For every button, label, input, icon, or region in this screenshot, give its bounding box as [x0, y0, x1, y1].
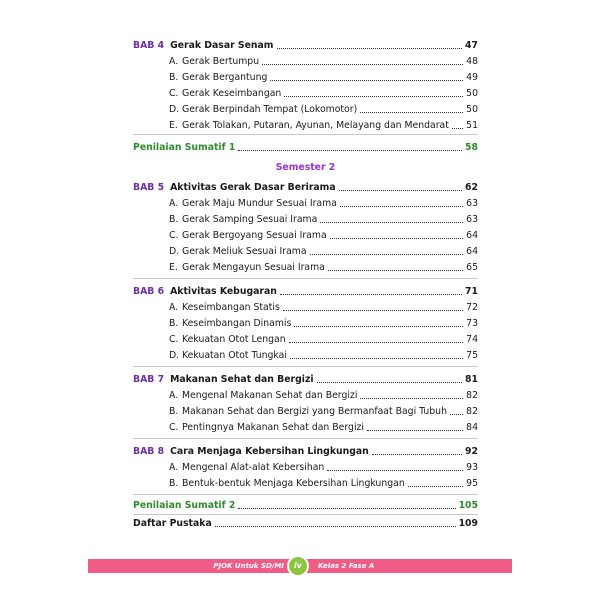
item-letter: D. [169, 350, 180, 361]
item-title: Gerak Meliuk Sesuai Irama [182, 246, 307, 257]
page-number: 73 [466, 318, 478, 329]
leader-dots [340, 206, 463, 207]
toc-item[interactable] [133, 196, 478, 210]
item-title: Keseimbangan Dinamis [182, 318, 292, 329]
page-number: 50 [466, 88, 478, 99]
page-number: 47 [465, 40, 478, 51]
item-title: Keseimbangan Statis [182, 302, 280, 313]
leader-dots [360, 112, 463, 113]
item-letter: C. [169, 334, 179, 345]
page-number: 71 [465, 286, 478, 297]
item-title: Gerak Tolakan, Putaran, Ayunan, Melayang dan Mendarat [182, 120, 449, 131]
page-number: 105 [458, 500, 478, 511]
leader-dots [277, 48, 463, 49]
toc-item[interactable] [133, 118, 478, 132]
item-letter: B. [169, 214, 179, 225]
toc-item[interactable] [133, 460, 478, 474]
item-letter: C. [169, 230, 179, 241]
toc-chapter-bab-7[interactable] [133, 372, 478, 386]
item-letter: C. [169, 422, 179, 433]
toc-item[interactable] [133, 316, 478, 330]
toc-sumatif-2[interactable] [133, 498, 478, 512]
item-title: Mengenal Makanan Sehat dan Bergizi [182, 390, 358, 401]
toc-chapter-bab-5[interactable] [133, 180, 478, 194]
chapter-title: Aktivitas Kebugaran [170, 286, 277, 297]
toc-daftar-pustaka[interactable] [133, 516, 478, 530]
toc-item[interactable] [133, 54, 478, 68]
chapter-code: BAB 8 [133, 446, 165, 457]
item-letter: E. [169, 120, 178, 131]
item-title: Gerak Berpindah Tempat (Lokomotor) [182, 104, 358, 115]
footer-class-label: Kelas 2 Fase A [318, 562, 375, 570]
toc-item[interactable] [133, 102, 478, 116]
leader-dots [262, 64, 463, 65]
chapter-code: BAB 7 [133, 374, 165, 385]
leader-dots [283, 310, 463, 311]
page-number: 48 [466, 56, 478, 67]
item-title: Gerak Mengayun Sesuai Irama [182, 262, 325, 273]
toc-sumatif-1[interactable] [133, 140, 478, 154]
item-title: Gerak Bertumpu [182, 56, 260, 67]
item-title: Makanan Sehat dan Bergizi yang Bermanfaat Bagi Tubuh [182, 406, 447, 417]
toc-item[interactable] [133, 300, 478, 314]
leader-dots [280, 294, 462, 295]
chapter-title: Makanan Sehat dan Bergizi [170, 374, 314, 385]
page-number: 93 [466, 462, 478, 473]
page-number: 63 [466, 198, 478, 209]
leader-dots [327, 470, 463, 471]
page-number: 81 [465, 374, 478, 385]
section-divider [133, 278, 478, 279]
page-number: 84 [466, 422, 478, 433]
page-number: 65 [466, 262, 478, 273]
leader-dots [452, 128, 463, 129]
chapter-code: BAB 6 [133, 286, 165, 297]
page-number: 72 [466, 302, 478, 313]
item-title: Gerak Maju Mundur Sesuai Irama [182, 198, 337, 209]
item-letter: E. [169, 262, 178, 273]
toc-chapter-bab-4[interactable] [133, 38, 478, 52]
item-title: Bentuk-bentuk Menjaga Kebersihan Lingkungan [182, 478, 405, 489]
toc-item[interactable] [133, 260, 478, 274]
item-letter: B. [169, 406, 179, 417]
toc-item[interactable] [133, 244, 478, 258]
item-letter: A. [169, 56, 179, 67]
toc-item[interactable] [133, 348, 478, 362]
page-number: 64 [466, 246, 478, 257]
item-letter: B. [169, 478, 179, 489]
item-letter: A. [169, 198, 179, 209]
item-letter: B. [169, 318, 179, 329]
footer-book-title: PJOK Untuk SD/MI [213, 562, 284, 570]
item-letter: D. [169, 104, 180, 115]
chapter-code: BAB 5 [133, 182, 165, 193]
section-divider [133, 494, 478, 495]
leader-dots [408, 486, 463, 487]
leader-dots [238, 508, 455, 509]
toc-item[interactable] [133, 388, 478, 402]
pustaka-title: Daftar Pustaka [133, 518, 212, 529]
item-title: Kekuatan Otot Lengan [182, 334, 286, 345]
chapter-title: Aktivitas Gerak Dasar Berirama [170, 182, 336, 193]
page-number: 74 [466, 334, 478, 345]
page-number: 49 [466, 72, 478, 83]
page-number: 82 [466, 406, 478, 417]
toc-item[interactable] [133, 332, 478, 346]
leader-dots [450, 414, 463, 415]
page-number: 64 [466, 230, 478, 241]
toc-item[interactable] [133, 420, 478, 434]
toc-item[interactable] [133, 404, 478, 418]
leader-dots [317, 382, 462, 383]
item-letter: C. [169, 88, 179, 99]
leader-dots [310, 254, 464, 255]
toc-chapter-bab-8[interactable] [133, 444, 478, 458]
leader-dots [238, 150, 462, 151]
page-number: 92 [465, 446, 478, 457]
toc-item[interactable] [133, 86, 478, 100]
item-title: Gerak Bergantung [182, 72, 268, 83]
page-number: 75 [466, 350, 478, 361]
item-title: Gerak Keseimbangan [182, 88, 282, 99]
item-title: Gerak Samping Sesuai Irama [182, 214, 318, 225]
leader-dots [330, 238, 463, 239]
toc-item[interactable] [133, 70, 478, 84]
leader-dots [215, 526, 456, 527]
item-letter: A. [169, 390, 179, 401]
toc-item[interactable] [133, 228, 478, 242]
leader-dots [289, 342, 464, 343]
page-number: 63 [466, 214, 478, 225]
item-title: Pentingnya Makanan Sehat dan Bergizi [182, 422, 364, 433]
leader-dots [328, 270, 463, 271]
section-divider [133, 438, 478, 439]
section-divider [133, 514, 478, 515]
item-letter: B. [169, 72, 179, 83]
page-number-badge: iv [287, 555, 309, 577]
leader-dots [284, 96, 463, 97]
leader-dots [360, 398, 463, 399]
section-divider [133, 134, 478, 135]
leader-dots [270, 80, 463, 81]
page-number: 95 [466, 478, 478, 489]
sumatif-title: Penilaian Sumatif 2 [133, 500, 236, 511]
sumatif-title: Penilaian Sumatif 1 [133, 142, 236, 153]
chapter-code: BAB 4 [133, 40, 165, 51]
leader-dots [367, 430, 463, 431]
toc-item[interactable] [133, 476, 478, 490]
item-letter: A. [169, 302, 179, 313]
page-number: 50 [466, 104, 478, 115]
page-number: 62 [465, 182, 478, 193]
chapter-title: Cara Menjaga Kebersihan Lingkungan [170, 446, 369, 457]
leader-dots [294, 326, 463, 327]
page-number: 51 [466, 120, 478, 131]
item-letter: D. [169, 246, 180, 257]
item-title: Kekuatan Otot Tungkai [182, 350, 287, 361]
chapter-title: Gerak Dasar Senam [170, 40, 274, 51]
leader-dots [320, 222, 463, 223]
item-letter: A. [169, 462, 179, 473]
page-number: 109 [458, 518, 478, 529]
toc-item[interactable] [133, 212, 478, 226]
page-number: 82 [466, 390, 478, 401]
semester-heading: Semester 2 [275, 162, 336, 173]
section-divider [133, 366, 478, 367]
page-number: 58 [465, 142, 478, 153]
item-title: Mengenal Alat-alat Kebersihan [182, 462, 325, 473]
leader-dots [339, 190, 462, 191]
leader-dots [372, 454, 462, 455]
item-title: Gerak Bergoyang Sesuai Irama [182, 230, 327, 241]
toc-chapter-bab-6[interactable] [133, 284, 478, 298]
leader-dots [290, 358, 463, 359]
